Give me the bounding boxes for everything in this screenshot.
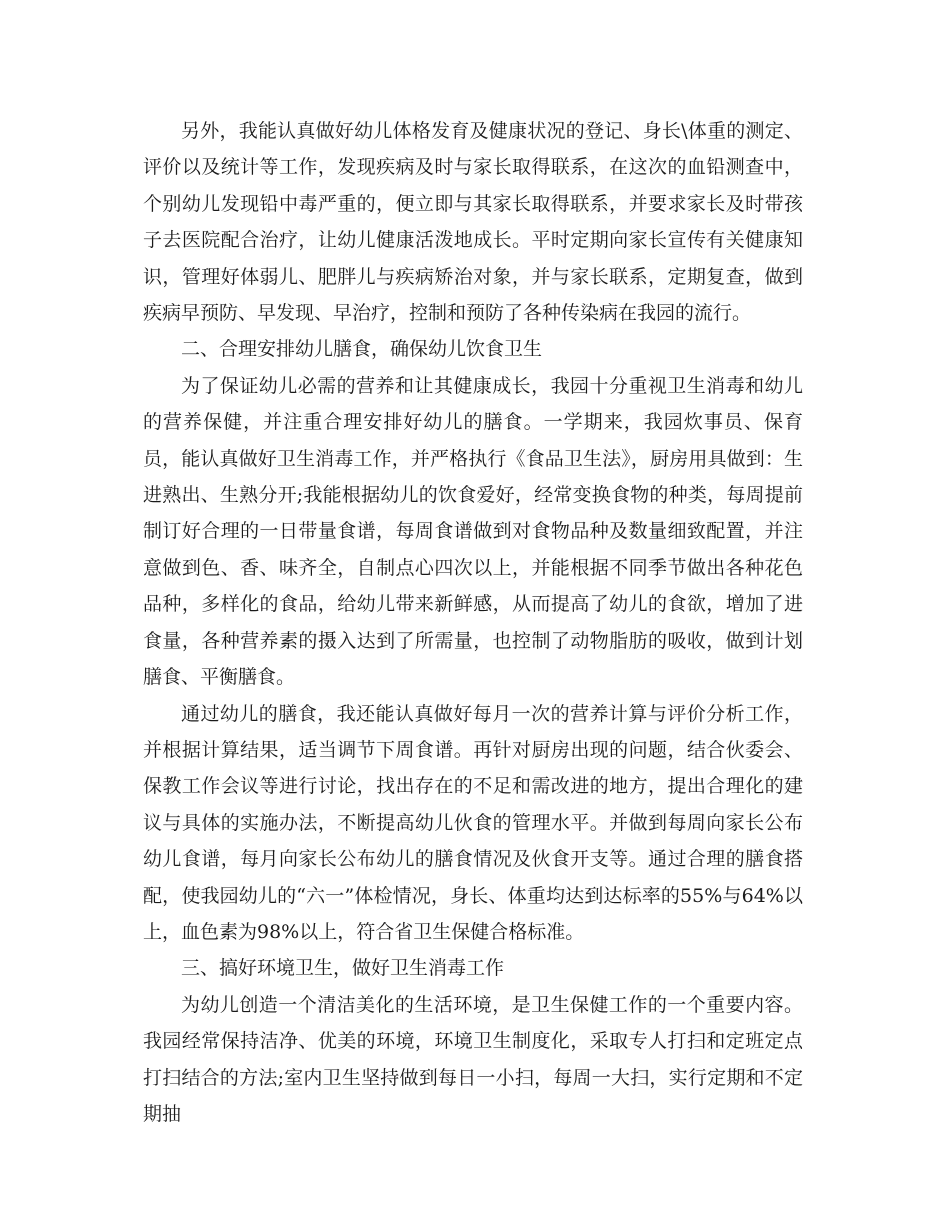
section-heading-environment: 三、搞好环境卫生，做好卫生消毒工作 — [181, 957, 505, 980]
section-heading-diet: 二、合理安排幼儿膳食，确保幼儿饮食卫生 — [181, 338, 543, 361]
paragraph-health-records: 另外，我能认真做好幼儿体格发育及健康状况的登记、身长\体重的测定、评价以及统计等工作，发现疾病及时与家长取得联系，在这次的血铅测查中，个别幼儿发现铅中毒严重的，便立即与其家长取得联系，并要求家长及时带孩子去医院配合治疗，让幼儿健康活泼地成长。平时定期向家长宣传有关健康知识，管理好体弱儿、肥胖儿与疾病矫治对象，并与家长联系，定期复查，做到疾病早预防、早发现、早治疗，控制和预防了各种传染病在我园的流行。 — [143, 120, 803, 325]
paragraph-meal-analysis: 通过幼儿的膳食，我还能认真做好每月一次的营养计算与评价分析工作，并根据计算结果，适当调节下周食谱。再针对厨房出现的问题，结合伙委会、保教工作会议等进行讨论，找出存在的不足和需改进的地方，提出合理化的建议与具体的实施办法，不断提高幼儿伙食的管理水平。并做到每周向家长公布幼儿食谱，每月向家长公布幼儿的膳食情况及伙食开支等。通过合理的膳食搭配，使我园幼儿的“六一”体检情况，身长、体重均达到达标率的55%与64%以上，血色素为98%以上，符合省卫生保健合格标准。 — [143, 702, 803, 943]
paragraph-nutrition: 为了保证幼儿必需的营养和让其健康成长，我园十分重视卫生消毒和幼儿的营养保健，并注重合理安排好幼儿的膳食。一学期来，我园炊事员、保育员，能认真做好卫生消毒工作，并严格执行《食品卫生法》，厨房用具做到：生进熟出、生熟分开;我能根据幼儿的饮食爱好，经常变换食物的种类，每周提前制订好合理的一日带量食谱，每周食谱做到对食物品种及数量细致配置，并注意做到色、香、味齐全，自制点心四次以上，并能根据不同季节做出各种花色品种，多样化的食品，给幼儿带来新鲜感，从而提高了幼儿的食欲，增加了进食量，各种营养素的摄入达到了所需量，也控制了动物脂肪的吸收，做到计划膳食、平衡膳食。 — [143, 374, 803, 689]
paragraph-environment: 为幼儿创造一个清洁美化的生活环境，是卫生保健工作的一个重要内容。我园经常保持洁净、优美的环境，环境卫生制度化，采取专人打扫和定班定点打扫结合的方法;室内卫生坚持做到每日一小扫，每周一大扫，实行定期和不定期抽 — [143, 993, 803, 1125]
document-body — [143, 113, 803, 1132]
